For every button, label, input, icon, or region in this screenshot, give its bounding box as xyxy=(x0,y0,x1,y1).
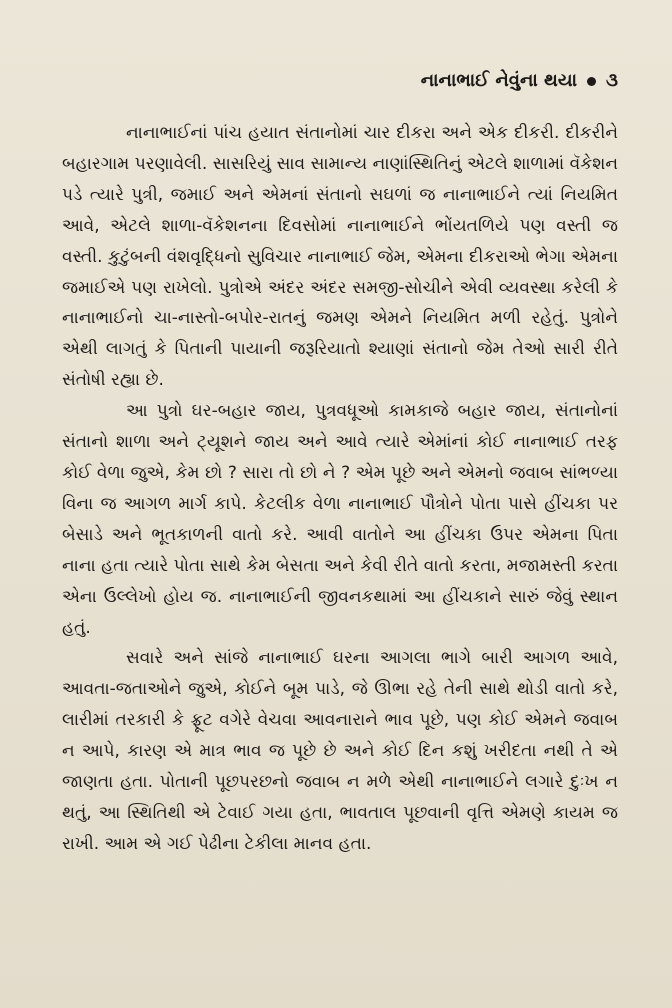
running-header xyxy=(421,70,618,92)
paragraph-2: આ પુત્રો ઘર-બહાર જાય, પુત્રવધૂઓ કામકાજે બહાર જાય, સંતાનોનાં સંતાનો શાળા અને ટ્યૂશને જાય અને આવે ત્યારે એમાંનાં કોઈ નાનાભાઈ તરફ કોઈ વેળા જુએ, કેમ છો ? સારા તો છો ને ? એમ પૂછે અને એમનો જવાબ સાંભળ્યા વિના જ આગળ માર્ગ કાપે. કેટલીક વેળા નાનાભાઈ પૌત્રોને પોતા પાસે હીંચકા પર બેસાડે અને ભૂતકાળની વાતો કરે. આવી વાતોને આ હીંચકા ઉપર એમના પિતા નાના હતા ત્યારે પોતા સાથે કેમ બેસતા અને કેવી રીતે વાતો કરતા, મજામસ્તી કરતા એના ઉલ્લેખો હોય જ. નાનાભાઈની જીવનકથામાં આ હીંચકાને સારું જેવું સ્થાન હતું. xyxy=(62,401,618,638)
page-number: ૩ xyxy=(606,70,618,91)
paragraph-3: સવારે અને સાંજે નાનાભાઈ ઘરના આગલા ભાગે બારી આગળ આવે, આવતા-જતાઓને જુએ, કોઈને બૂમ પાડે, જે ઊભા રહે તેની સાથે થોડી વાતો કરે, લારીમાં તરકારી કે ફ્રૂટ વગેરે વેચવા આવનારાને ભાવ પૂછે, પણ કોઈ એમને જવાબ ન આપે, કારણ એ માત્ર ભાવ જ પૂછે છે અને કોઈ દિન કશું ખરીદતા નથી તે એ જાણતા હતા. પોતાની પૂછપરછનો જવાબ ન મળે એથી નાનાભાઈને લગારે દુઃખ ન થતું, આ સ્થિતિથી એ ટેવાઈ ગયા હતા, ભાવતાલ પૂછવાની વૃત્તિ એમણે કાયમ જ રાખી. આમ એ ગઈ પેઢીના ટેકીલા માનવ હતા. xyxy=(62,648,618,854)
body-text xyxy=(62,118,618,860)
paragraph-1: નાનાભાઈનાં પાંચ હયાત સંતાનોમાં ચાર દીકરા અને એક દીકરી. દીકરીને બહારગામ પરણાવેલી. સાસરિયું સાવ સામાન્ય નાણાંસ્થિતિનું એટલે શાળામાં વૅકેશન પડે ત્યારે પુત્રી, જમાઈ અને એમનાં સંતાનો સઘળાં જ નાનાભાઈને ત્યાં નિયમિત આવે, એટલે શાળા-વૅકેશનના દિવસોમાં નાનાભાઈને ભોંયતળિયે પણ વસ્તી જ વસ્તી. કુટુંબની વંશવૃદ્ધિનો સુવિચાર નાનાભાઈ જેમ, એમના દીકરાઓ ભેગા એમના જમાઈએ પણ રાખેલો. પુત્રોએ અંદર અંદર સમજી-સોચીને એવી વ્યવસ્થા કરેલી કે નાનાભાઈનો ચા-નાસ્તો-બપોર-રાતનું જમણ એમને નિયમિત મળી રહેતું. પુત્રોને એથી લાગતું કે પિતાની પાયાની જરૂરિયાતો શ્યાણાં સંતાનો જેમ તેઓ સારી રીતે સંતોષી રહ્યા છે. xyxy=(62,123,618,391)
chapter-title: નાનાભાઈ નેવુંના થયા xyxy=(420,70,577,91)
bullet-dot-icon xyxy=(587,77,596,86)
